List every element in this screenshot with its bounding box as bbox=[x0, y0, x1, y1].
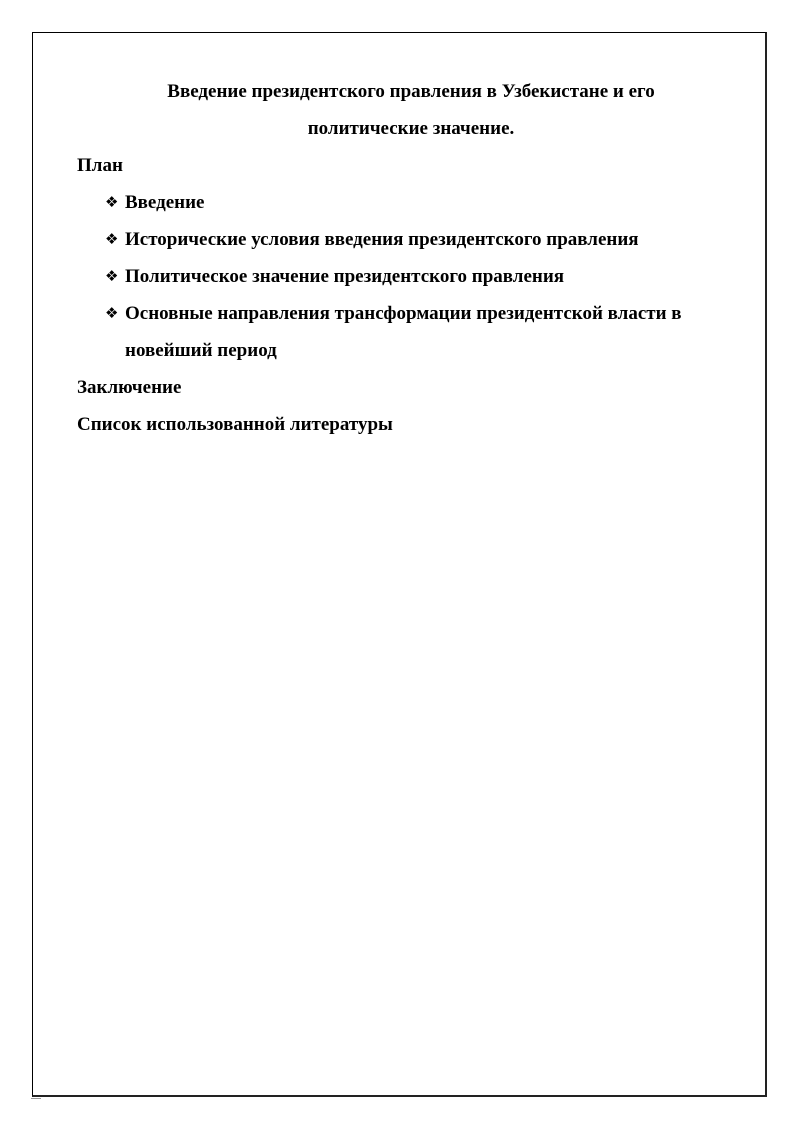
diamond-bullet-icon: ❖ bbox=[105, 267, 119, 285]
document-title-line-2: политические значение. bbox=[307, 118, 515, 139]
diamond-bullet-icon: ❖ bbox=[105, 304, 119, 322]
plan-item-label: Введение bbox=[125, 192, 205, 213]
references-heading: Список использованной литературы bbox=[77, 414, 393, 435]
document-title bbox=[77, 73, 745, 147]
document-content bbox=[77, 73, 745, 443]
plan-item-historical-conditions bbox=[105, 221, 745, 258]
plan-item-political-significance bbox=[105, 258, 745, 295]
document-title-line-1: Введение президентского правления в Узбекистане и его bbox=[167, 81, 655, 102]
diamond-bullet-icon: ❖ bbox=[105, 230, 119, 248]
conclusion-heading: Заключение bbox=[77, 377, 182, 398]
document-page bbox=[32, 32, 767, 1097]
plan-item-label: Исторические условия введения президентского правления bbox=[125, 229, 639, 250]
plan-heading: План bbox=[77, 155, 123, 176]
plan-item-transformation-directions bbox=[105, 295, 745, 369]
diamond-bullet-icon: ❖ bbox=[105, 193, 119, 211]
page-corner-mark bbox=[31, 1098, 41, 1099]
plan-item-label: Основные направления трансформации президентской власти в новейший период bbox=[125, 303, 682, 361]
plan-list bbox=[77, 184, 745, 369]
plan-item-introduction bbox=[105, 184, 745, 221]
plan-item-label: Политическое значение президентского правления bbox=[125, 266, 565, 287]
